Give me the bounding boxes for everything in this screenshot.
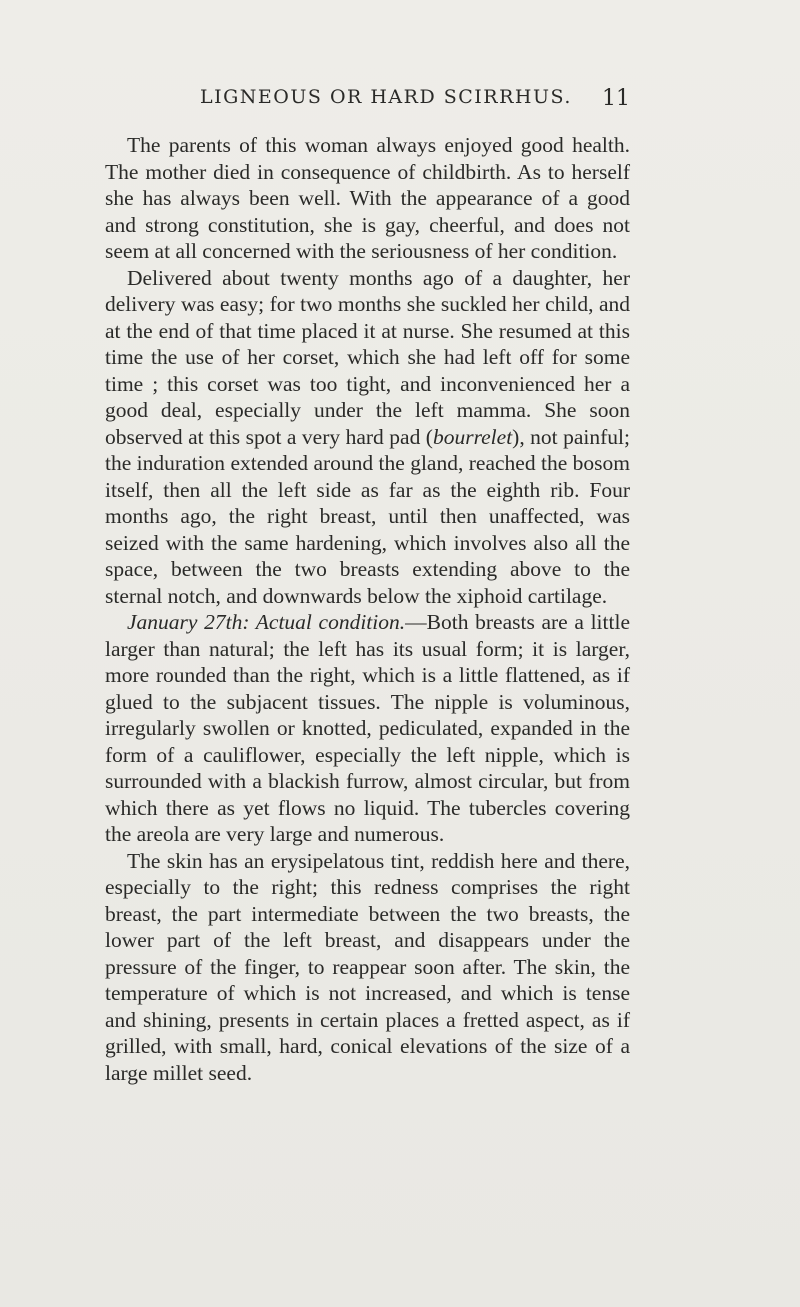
paragraph-text: Delivered about twenty months ago of a daughter, her delivery was easy; for two months she suckled her child, and at the end of that time placed it at nurse. She resumed at this time the use of her corset, which she had left off for some time ; this corset was too tight, and inconvenienced her a good deal, especially under the left mamma. She soon observed at this spot a very hard pad ( [105,265,630,449]
paragraph-text: The parents of this woman always enjoyed good health. The mother died in consequence of childbirth. As to herself she has always been well. With the appearance of a good and strong constitution, she is gay, cheerful, and does not seem at all concerned with the seriousness of her condition. [105,133,630,263]
paragraph-text: —Both breasts are a little larger than natural; the left has its usual form; it is larger, more rounded than the right, which is a little flattened, as if glued to the subjacent tissues. The nipple is voluminous, irregularly swollen or knotted, pediculated, expanded in the form of a cauliflower, especially the left nipple, which is surrounded with a blackish furrow, almost circular, but from which there as yet flows no liquid. The tubercles covering the areola are very large and numerous. [105,610,630,846]
paragraph-delivery [105,265,630,610]
running-head [200,86,630,116]
paragraph-text: The skin has an erysipelatous tint, reddish here and there, especially to the right; this redness comprises the right breast, the part intermediate between the two breasts, the lower part of the left breast, and disappears under the pressure of the finger, to reappear soon after. The skin, the temperature of which is not increased, and which is tense and shining, presents in certain places a fretted aspect, as if grilled, with small, hard, conical elevations of the size of a large millet seed. [105,848,630,1085]
page-number: 11 [602,86,630,111]
paragraph-actual-condition [105,609,630,848]
date-heading: January 27th: Actual condition. [127,610,406,634]
paragraph-parents [105,132,630,265]
paragraph-skin [105,848,630,1087]
body-text [105,132,630,1086]
italic-term: bourrelet [432,424,513,449]
running-head-title: LIGNEOUS OR HARD SCIRRHUS. [200,86,572,108]
paragraph-text: ), not painful; the induration extended around the gland, reached the bosom itself, then all the left side as far as the eighth rib. Four months ago, the right breast, until then unaffected, was seized with the same hardening, which involves also all the space, between the two breasts extending above to the sternal notch, and downwards below the xiphoid cartilage. [105,424,630,608]
